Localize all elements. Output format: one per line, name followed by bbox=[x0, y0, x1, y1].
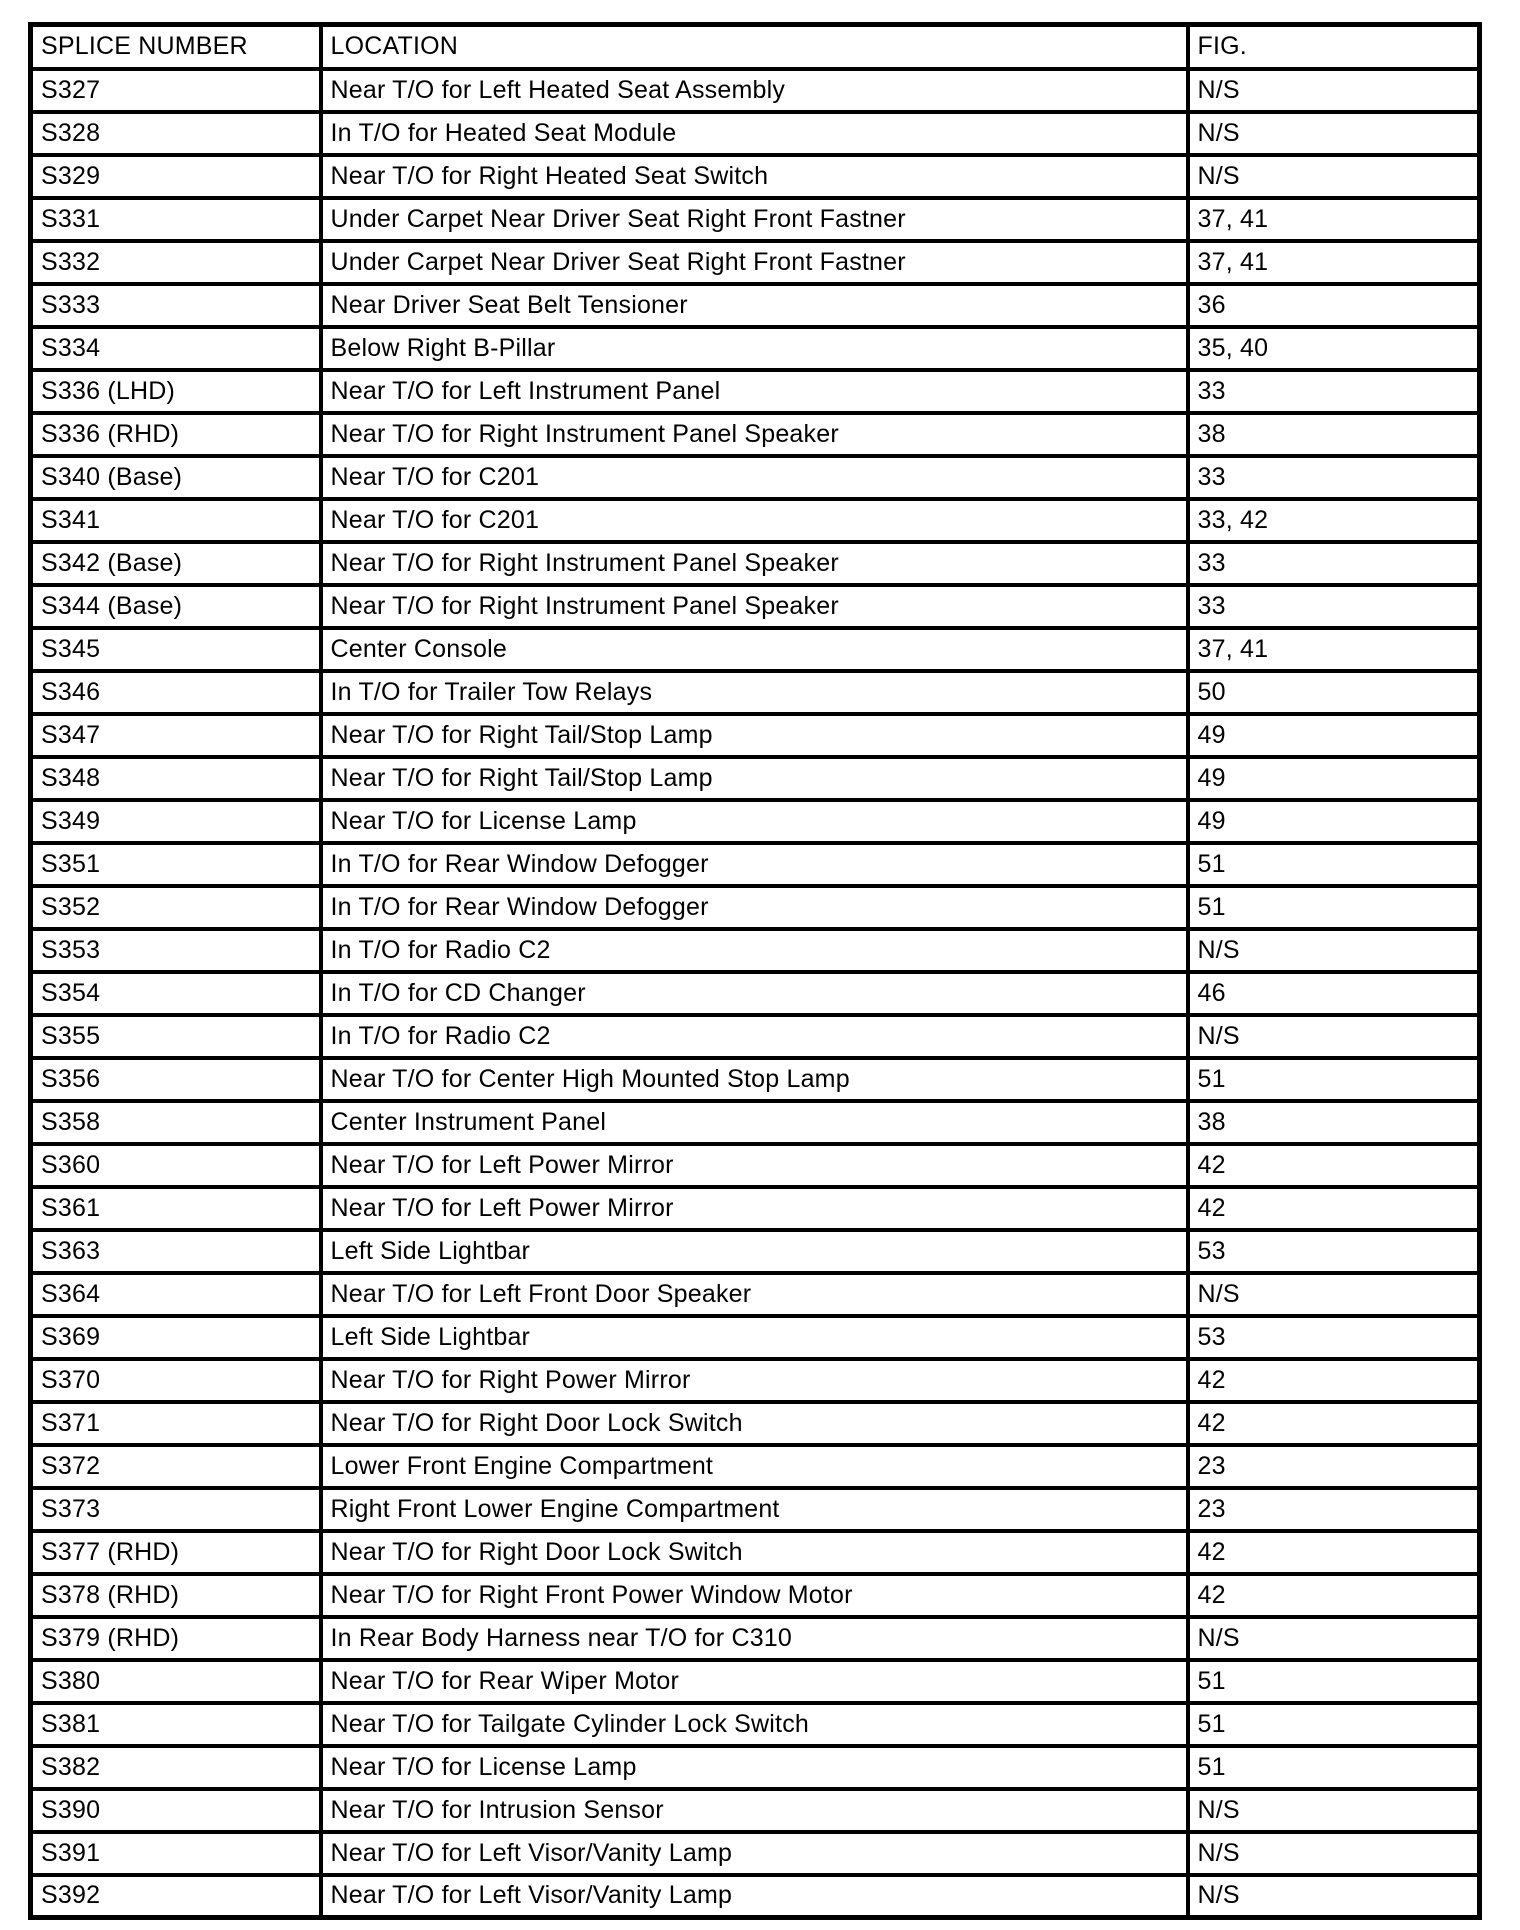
location-cell: Near T/O for Right Heated Seat Switch bbox=[321, 155, 1188, 198]
splice-number-cell: S378 (RHD) bbox=[31, 1574, 321, 1617]
location-cell: Near T/O for Right Door Lock Switch bbox=[321, 1531, 1188, 1574]
location-cell: Near T/O for Right Tail/Stop Lamp bbox=[321, 714, 1188, 757]
fig-cell: 51 bbox=[1188, 886, 1480, 929]
splice-number-cell: S355 bbox=[31, 1015, 321, 1058]
table-row bbox=[31, 1187, 1480, 1230]
location-cell: Near T/O for C201 bbox=[321, 456, 1188, 499]
location-cell: Near T/O for Tailgate Cylinder Lock Switch bbox=[321, 1703, 1188, 1746]
location-cell: In T/O for Heated Seat Module bbox=[321, 112, 1188, 155]
fig-cell: N/S bbox=[1188, 1832, 1480, 1875]
location-cell: Near T/O for Right Power Mirror bbox=[321, 1359, 1188, 1402]
splice-number-cell: S369 bbox=[31, 1316, 321, 1359]
location-cell: Near T/O for Right Door Lock Switch bbox=[321, 1402, 1188, 1445]
fig-cell: N/S bbox=[1188, 1789, 1480, 1832]
location-cell: In T/O for Radio C2 bbox=[321, 1015, 1188, 1058]
fig-cell: 42 bbox=[1188, 1144, 1480, 1187]
location-cell: In T/O for Rear Window Defogger bbox=[321, 843, 1188, 886]
location-cell: In T/O for Radio C2 bbox=[321, 929, 1188, 972]
splice-number-cell: S342 (Base) bbox=[31, 542, 321, 585]
splice-number-cell: S370 bbox=[31, 1359, 321, 1402]
header-row bbox=[31, 25, 1480, 69]
table-row bbox=[31, 1531, 1480, 1574]
location-cell: Left Side Lightbar bbox=[321, 1316, 1188, 1359]
location-cell: Near T/O for Right Instrument Panel Speaker bbox=[321, 585, 1188, 628]
splice-number-cell: S344 (Base) bbox=[31, 585, 321, 628]
table-row bbox=[31, 1015, 1480, 1058]
splice-number-cell: S364 bbox=[31, 1273, 321, 1316]
location-cell: Near T/O for Center High Mounted Stop Lamp bbox=[321, 1058, 1188, 1101]
splice-number-cell: S381 bbox=[31, 1703, 321, 1746]
location-cell: Center Instrument Panel bbox=[321, 1101, 1188, 1144]
table-row bbox=[31, 585, 1480, 628]
splice-number-cell: S358 bbox=[31, 1101, 321, 1144]
splice-number-cell: S392 bbox=[31, 1875, 321, 1918]
table-row bbox=[31, 1875, 1480, 1918]
splice-number-cell: S328 bbox=[31, 112, 321, 155]
table-row bbox=[31, 1746, 1480, 1789]
fig-cell: N/S bbox=[1188, 1015, 1480, 1058]
fig-cell: 33, 42 bbox=[1188, 499, 1480, 542]
fig-cell: 42 bbox=[1188, 1187, 1480, 1230]
splice-number-cell: S327 bbox=[31, 69, 321, 112]
fig-cell: 46 bbox=[1188, 972, 1480, 1015]
fig-cell: 42 bbox=[1188, 1531, 1480, 1574]
table-row bbox=[31, 1316, 1480, 1359]
fig-cell: 33 bbox=[1188, 370, 1480, 413]
location-cell: Near T/O for Left Visor/Vanity Lamp bbox=[321, 1875, 1188, 1918]
table-body bbox=[31, 69, 1480, 1918]
splice-number-cell: S361 bbox=[31, 1187, 321, 1230]
fig-cell: 53 bbox=[1188, 1230, 1480, 1273]
splice-number-cell: S347 bbox=[31, 714, 321, 757]
fig-cell: N/S bbox=[1188, 929, 1480, 972]
location-cell: Near T/O for Rear Wiper Motor bbox=[321, 1660, 1188, 1703]
table-row bbox=[31, 413, 1480, 456]
fig-cell: N/S bbox=[1188, 1617, 1480, 1660]
location-cell: In T/O for Rear Window Defogger bbox=[321, 886, 1188, 929]
table-row bbox=[31, 929, 1480, 972]
fig-cell: 51 bbox=[1188, 1703, 1480, 1746]
splice-number-cell: S341 bbox=[31, 499, 321, 542]
location-cell: Lower Front Engine Compartment bbox=[321, 1445, 1188, 1488]
location-cell: Near T/O for Left Heated Seat Assembly bbox=[321, 69, 1188, 112]
table-row bbox=[31, 628, 1480, 671]
fig-cell: 42 bbox=[1188, 1402, 1480, 1445]
fig-cell: N/S bbox=[1188, 1875, 1480, 1918]
table-row bbox=[31, 327, 1480, 370]
fig-cell: 23 bbox=[1188, 1488, 1480, 1531]
location-cell: Near T/O for C201 bbox=[321, 499, 1188, 542]
fig-cell: 50 bbox=[1188, 671, 1480, 714]
location-cell: Near T/O for Intrusion Sensor bbox=[321, 1789, 1188, 1832]
splice-number-cell: S363 bbox=[31, 1230, 321, 1273]
table-row bbox=[31, 69, 1480, 112]
fig-cell: 37, 41 bbox=[1188, 628, 1480, 671]
splice-number-cell: S336 (LHD) bbox=[31, 370, 321, 413]
table-row bbox=[31, 1359, 1480, 1402]
splice-number-cell: S352 bbox=[31, 886, 321, 929]
splice-number-cell: S354 bbox=[31, 972, 321, 1015]
table-row bbox=[31, 1101, 1480, 1144]
location-cell: Near T/O for License Lamp bbox=[321, 800, 1188, 843]
table-row bbox=[31, 1402, 1480, 1445]
fig-cell: 37, 41 bbox=[1188, 198, 1480, 241]
fig-cell: 51 bbox=[1188, 843, 1480, 886]
fig-cell: 35, 40 bbox=[1188, 327, 1480, 370]
location-cell: In T/O for Trailer Tow Relays bbox=[321, 671, 1188, 714]
table-row bbox=[31, 198, 1480, 241]
fig-cell: 42 bbox=[1188, 1574, 1480, 1617]
table-row bbox=[31, 1058, 1480, 1101]
table-row bbox=[31, 456, 1480, 499]
table-row bbox=[31, 843, 1480, 886]
location-cell: Under Carpet Near Driver Seat Right Front Fastner bbox=[321, 198, 1188, 241]
splice-number-cell: S349 bbox=[31, 800, 321, 843]
column-header-fig: FIG. bbox=[1188, 25, 1480, 69]
splice-number-cell: S353 bbox=[31, 929, 321, 972]
location-cell: Near T/O for Left Front Door Speaker bbox=[321, 1273, 1188, 1316]
fig-cell: N/S bbox=[1188, 112, 1480, 155]
table-row bbox=[31, 1660, 1480, 1703]
fig-cell: 23 bbox=[1188, 1445, 1480, 1488]
splice-number-cell: S332 bbox=[31, 241, 321, 284]
splice-number-cell: S360 bbox=[31, 1144, 321, 1187]
location-cell: In Rear Body Harness near T/O for C310 bbox=[321, 1617, 1188, 1660]
table-row bbox=[31, 1574, 1480, 1617]
table-row bbox=[31, 1832, 1480, 1875]
fig-cell: 37, 41 bbox=[1188, 241, 1480, 284]
location-cell: Near T/O for Right Instrument Panel Speaker bbox=[321, 542, 1188, 585]
splice-number-cell: S346 bbox=[31, 671, 321, 714]
fig-cell: 33 bbox=[1188, 542, 1480, 585]
location-cell: Near T/O for Left Power Mirror bbox=[321, 1144, 1188, 1187]
table-row bbox=[31, 241, 1480, 284]
fig-cell: N/S bbox=[1188, 69, 1480, 112]
splice-number-cell: S373 bbox=[31, 1488, 321, 1531]
location-cell: Near T/O for Right Front Power Window Motor bbox=[321, 1574, 1188, 1617]
splice-number-cell: S340 (Base) bbox=[31, 456, 321, 499]
table-row bbox=[31, 284, 1480, 327]
column-header-location: LOCATION bbox=[321, 25, 1188, 69]
splice-number-cell: S390 bbox=[31, 1789, 321, 1832]
location-cell: Near T/O for Left Power Mirror bbox=[321, 1187, 1188, 1230]
fig-cell: 49 bbox=[1188, 757, 1480, 800]
table-row bbox=[31, 1488, 1480, 1531]
table-row bbox=[31, 757, 1480, 800]
fig-cell: 36 bbox=[1188, 284, 1480, 327]
location-cell: Near T/O for Right Instrument Panel Speaker bbox=[321, 413, 1188, 456]
splice-location-table bbox=[28, 22, 1482, 1920]
location-cell: Right Front Lower Engine Compartment bbox=[321, 1488, 1188, 1531]
fig-cell: 51 bbox=[1188, 1746, 1480, 1789]
fig-cell: 49 bbox=[1188, 714, 1480, 757]
column-header-splice-number: SPLICE NUMBER bbox=[31, 25, 321, 69]
table-row bbox=[31, 800, 1480, 843]
splice-number-cell: S331 bbox=[31, 198, 321, 241]
table-row bbox=[31, 112, 1480, 155]
location-cell: Under Carpet Near Driver Seat Right Front Fastner bbox=[321, 241, 1188, 284]
table-row bbox=[31, 1273, 1480, 1316]
splice-number-cell: S377 (RHD) bbox=[31, 1531, 321, 1574]
fig-cell: 33 bbox=[1188, 456, 1480, 499]
table-row bbox=[31, 972, 1480, 1015]
location-cell: Near T/O for Right Tail/Stop Lamp bbox=[321, 757, 1188, 800]
splice-number-cell: S371 bbox=[31, 1402, 321, 1445]
table-row bbox=[31, 155, 1480, 198]
table-row bbox=[31, 1617, 1480, 1660]
splice-number-cell: S351 bbox=[31, 843, 321, 886]
splice-number-cell: S334 bbox=[31, 327, 321, 370]
table-row bbox=[31, 542, 1480, 585]
fig-cell: 33 bbox=[1188, 585, 1480, 628]
splice-number-cell: S348 bbox=[31, 757, 321, 800]
fig-cell: N/S bbox=[1188, 1273, 1480, 1316]
location-cell: Near T/O for License Lamp bbox=[321, 1746, 1188, 1789]
fig-cell: 38 bbox=[1188, 1101, 1480, 1144]
splice-number-cell: S382 bbox=[31, 1746, 321, 1789]
table-row bbox=[31, 714, 1480, 757]
location-cell: Below Right B-Pillar bbox=[321, 327, 1188, 370]
table-row bbox=[31, 1703, 1480, 1746]
splice-number-cell: S345 bbox=[31, 628, 321, 671]
fig-cell: 38 bbox=[1188, 413, 1480, 456]
splice-number-cell: S379 (RHD) bbox=[31, 1617, 321, 1660]
fig-cell: 51 bbox=[1188, 1660, 1480, 1703]
splice-number-cell: S356 bbox=[31, 1058, 321, 1101]
location-cell: Center Console bbox=[321, 628, 1188, 671]
table-row bbox=[31, 1230, 1480, 1273]
splice-number-cell: S336 (RHD) bbox=[31, 413, 321, 456]
table-row bbox=[31, 1445, 1480, 1488]
table-row bbox=[31, 886, 1480, 929]
location-cell: Near T/O for Left Visor/Vanity Lamp bbox=[321, 1832, 1188, 1875]
fig-cell: 51 bbox=[1188, 1058, 1480, 1101]
fig-cell: 53 bbox=[1188, 1316, 1480, 1359]
splice-number-cell: S372 bbox=[31, 1445, 321, 1488]
fig-cell: N/S bbox=[1188, 155, 1480, 198]
location-cell: Near Driver Seat Belt Tensioner bbox=[321, 284, 1188, 327]
table-row bbox=[31, 1144, 1480, 1187]
splice-number-cell: S329 bbox=[31, 155, 321, 198]
splice-number-cell: S380 bbox=[31, 1660, 321, 1703]
location-cell: Left Side Lightbar bbox=[321, 1230, 1188, 1273]
location-cell: In T/O for CD Changer bbox=[321, 972, 1188, 1015]
fig-cell: 49 bbox=[1188, 800, 1480, 843]
table-row bbox=[31, 370, 1480, 413]
splice-number-cell: S391 bbox=[31, 1832, 321, 1875]
splice-location-table-container bbox=[28, 22, 1482, 1920]
table-row bbox=[31, 671, 1480, 714]
table-row bbox=[31, 499, 1480, 542]
splice-number-cell: S333 bbox=[31, 284, 321, 327]
fig-cell: 42 bbox=[1188, 1359, 1480, 1402]
table-row bbox=[31, 1789, 1480, 1832]
location-cell: Near T/O for Left Instrument Panel bbox=[321, 370, 1188, 413]
